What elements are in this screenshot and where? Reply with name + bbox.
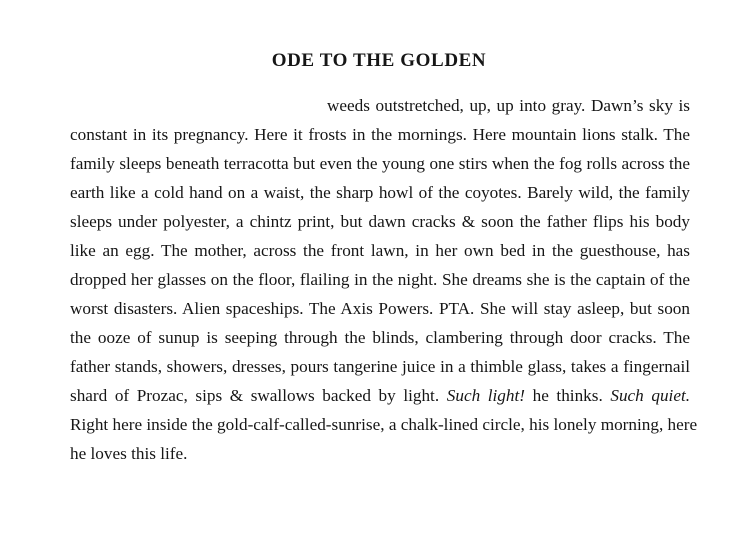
poem-text-segment: shard of Prozac, sips & swallows backed by light. — [70, 386, 440, 405]
poem-line: he loves this life. — [70, 444, 188, 463]
poem-italic-phrase: Such light! — [446, 386, 525, 405]
poem-line: father stands, showers, dresses, pours tangerine juice in a thimble glass, takes a fingernail — [70, 357, 690, 376]
poem-title: ODE TO THE GOLDEN — [271, 50, 487, 71]
poem-line: constant in its pregnancy. Here it frosts in the mornings. Here mountain lions stalk. The — [70, 125, 690, 144]
poem-line: earth like a cold hand on a waist, the sharp howl of the coyotes. Barely wild, the family — [70, 183, 690, 202]
poem-text-segment: he thinks. — [532, 386, 603, 405]
poem-line: sleeps under polyester, a chintz print, but dawn cracks & soon the father flips his body — [70, 212, 690, 231]
poem-line: Right here inside the gold-calf-called-sunrise, a chalk-lined circle, his lonely morning, here — [70, 415, 698, 434]
poem-italic-phrase: Such quiet. — [610, 386, 691, 405]
poem-line: like an egg. The mother, across the front lawn, in her own bed in the guesthouse, has — [70, 241, 690, 260]
poem-line: family sleeps beneath terracotta but even the young one stirs when the fog rolls across the — [70, 154, 690, 173]
poem-line: dropped her glasses on the floor, flailing in the night. She dreams she is the captain of the — [70, 270, 690, 289]
poem-line-mixed — [70, 381, 690, 410]
poem-line: the ooze of sunup is seeping through the blinds, clambering through door cracks. The — [70, 328, 690, 347]
poem-line: weeds outstretched, up, up into gray. Dawn’s sky is — [327, 96, 690, 115]
poem-line: worst disasters. Alien spaceships. The Axis Powers. PTA. She will stay asleep, but soon — [70, 299, 690, 318]
poem-body — [70, 91, 698, 468]
